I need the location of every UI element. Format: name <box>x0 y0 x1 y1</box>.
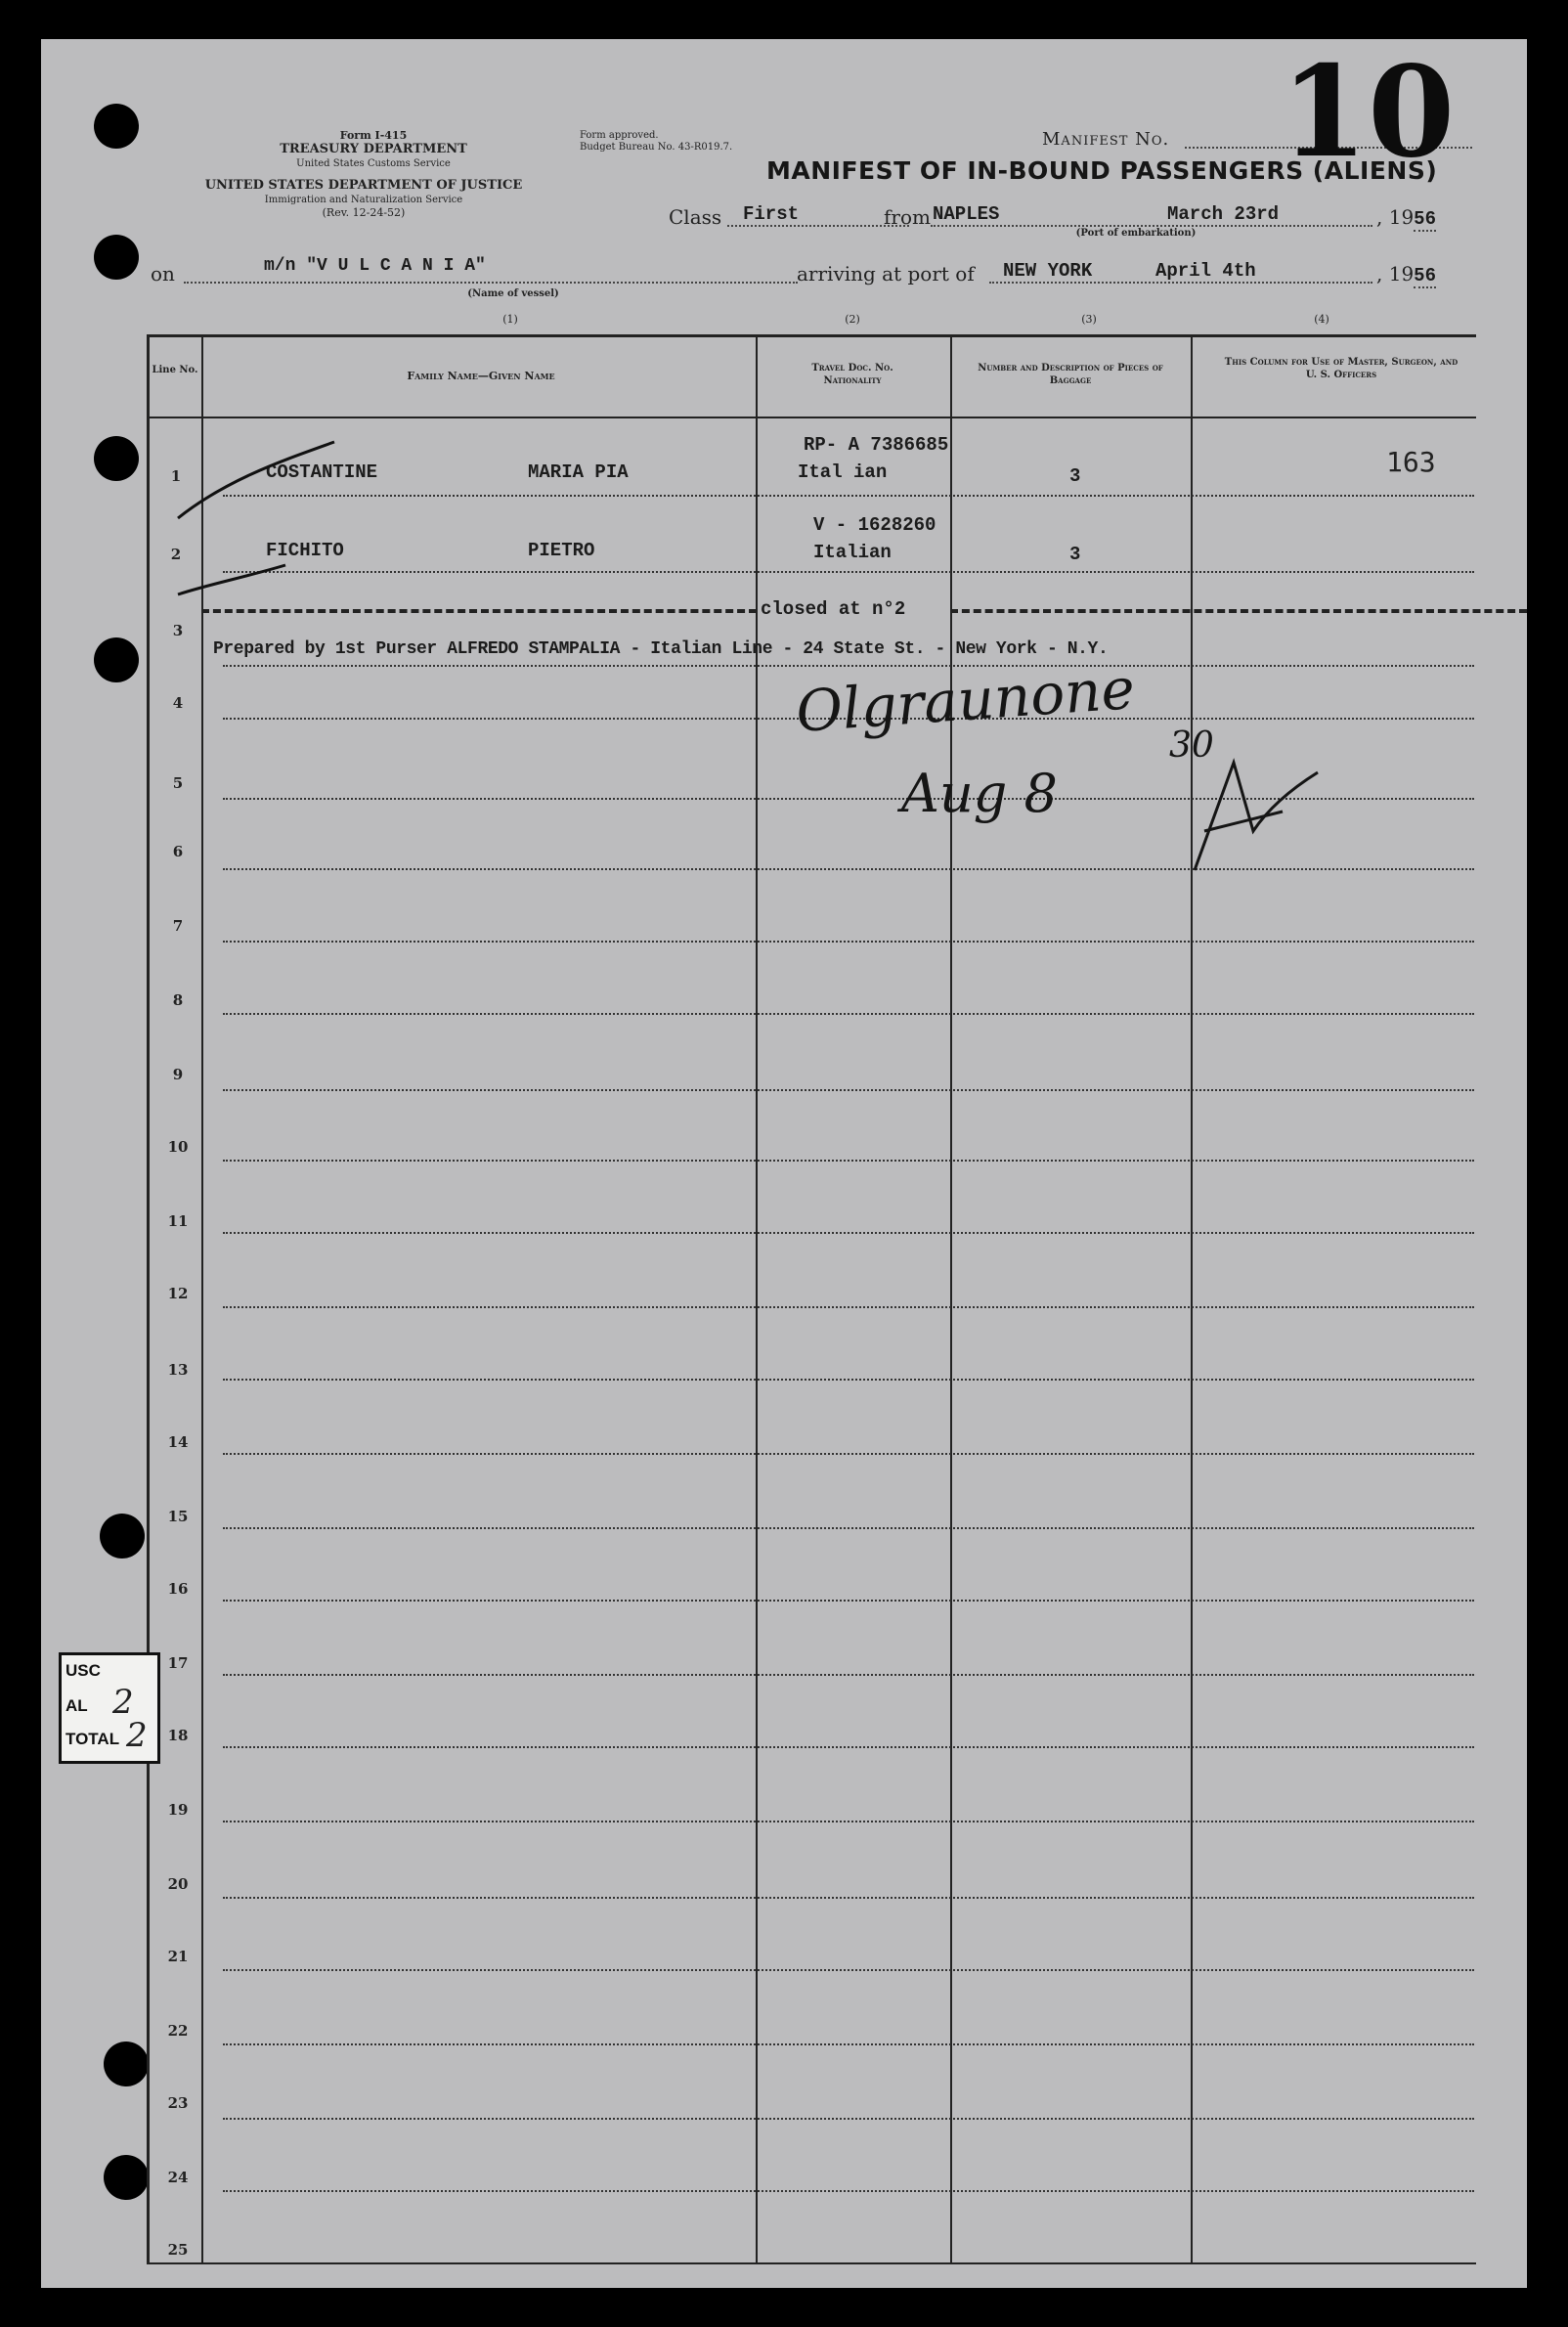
year-prefix: 19 <box>1388 262 1415 285</box>
header-line-no: Line No. <box>152 365 198 375</box>
total-value: 2 <box>126 1716 148 1755</box>
column-number-2: (2) <box>845 313 860 326</box>
row-line <box>223 1527 1474 1529</box>
row-line <box>223 1379 1474 1381</box>
given-name: MARIA PIA <box>528 461 629 483</box>
vessel-line <box>184 282 798 284</box>
line-number: 11 <box>167 1212 189 1230</box>
departure-date: March 23rd <box>1167 203 1280 225</box>
travel-doc-number: V - 1628260 <box>813 514 936 536</box>
arrival-line <box>989 282 1372 284</box>
punch-hole <box>104 2042 149 2086</box>
row-line <box>223 1897 1474 1899</box>
year-2: , 1956 <box>1376 262 1436 286</box>
table-left-border <box>147 334 150 2264</box>
manifest-title: MANIFEST OF IN-BOUND PASSENGERS (ALIENS) <box>766 156 1438 185</box>
baggage-count: 3 <box>1069 465 1081 487</box>
line-number: 23 <box>167 2094 189 2112</box>
year-prefix: 19 <box>1388 205 1415 229</box>
line-number: 20 <box>167 1875 189 1893</box>
table-bottom-border <box>147 2262 1476 2264</box>
form-approved: Form approved. <box>580 130 659 141</box>
revision: (Rev. 12-24-52) <box>322 206 406 219</box>
closed-dash-left <box>201 609 757 613</box>
line-number: 4 <box>172 694 184 712</box>
row-line <box>223 2043 1474 2045</box>
column-number-3: (3) <box>1081 313 1097 326</box>
row-line <box>223 1089 1474 1091</box>
line-number: 15 <box>167 1508 189 1525</box>
line-number: 1 <box>170 467 182 485</box>
form-number: Form I-415 <box>339 129 408 142</box>
from-label: from <box>884 205 931 229</box>
class-line <box>727 225 909 227</box>
line-number: 21 <box>167 1948 189 1965</box>
year-suffix: 56 <box>1414 208 1436 230</box>
officer-note: 163 <box>1386 446 1436 478</box>
class-label: Class <box>669 205 722 229</box>
nationality: Italian <box>813 542 892 563</box>
line-number: 2 <box>170 546 182 563</box>
budget-bureau: Budget Bureau No. 43-R019.7. <box>580 142 733 153</box>
line-number: 8 <box>172 991 184 1009</box>
signature-date: Aug 8 <box>901 763 1058 824</box>
punch-hole <box>94 235 139 280</box>
crossout-strokes <box>168 420 393 616</box>
embarkation-port: NAPLES <box>933 203 1000 225</box>
header-baggage: Number and Description of Pieces of Baggage <box>978 363 1163 386</box>
vessel-name: m/n "V U L C A N I A" <box>264 256 486 276</box>
travel-doc-number: RP- A 7386685 <box>804 434 949 456</box>
line-number: 16 <box>167 1580 189 1598</box>
al-label: AL <box>65 1696 88 1715</box>
punch-hole <box>100 1514 145 1559</box>
line-number: 13 <box>167 1361 189 1379</box>
line-number: 7 <box>172 917 184 935</box>
manifest-number: 10 <box>1281 39 1456 186</box>
manifest-no-label: Manifest No. <box>1042 129 1170 150</box>
count-stamp <box>59 1652 160 1764</box>
signature-flourish <box>1175 743 1322 890</box>
baggage-count: 3 <box>1069 544 1081 565</box>
row-line <box>223 2118 1474 2120</box>
nationality: Ital ian <box>798 461 888 483</box>
row-line <box>223 665 1474 667</box>
department-of-justice: UNITED STATES DEPARTMENT OF JUSTICE <box>204 178 523 193</box>
column-number-1: (1) <box>502 313 518 326</box>
header-travel-doc: Travel Doc. No. Nationality <box>811 363 893 386</box>
arriving-label: arriving at port of <box>797 262 975 285</box>
signature-superscript: 30 <box>1169 725 1214 766</box>
on-label: on <box>151 262 175 285</box>
port-embarkation-caption: (Port of embarkation) <box>1075 228 1197 239</box>
line-number: 17 <box>167 1654 189 1672</box>
line-number: 12 <box>167 1285 189 1302</box>
line-number: 6 <box>172 843 184 860</box>
year-1: , 1956 <box>1376 205 1436 230</box>
row-line <box>223 1453 1474 1455</box>
punch-hole <box>104 2155 149 2200</box>
total-label: TOTAL <box>65 1730 120 1748</box>
line-number: 25 <box>167 2241 189 2259</box>
column-divider <box>756 334 758 2264</box>
punch-hole <box>94 104 139 149</box>
line-number: 3 <box>172 622 184 639</box>
row-line <box>223 1969 1474 1971</box>
column-divider <box>1191 334 1193 2264</box>
line-number: 19 <box>167 1801 189 1819</box>
closed-dash-right <box>950 609 1527 613</box>
punch-hole <box>94 436 139 481</box>
row-line <box>223 1674 1474 1676</box>
line-number: 18 <box>167 1727 189 1744</box>
table-top-border <box>147 334 1476 337</box>
header-family-name: Family Name—Given Name <box>407 370 555 382</box>
row-line <box>223 1013 1474 1015</box>
customs-service: United States Customs Service <box>296 158 451 169</box>
line-number: 22 <box>167 2022 189 2040</box>
line-number: 14 <box>167 1433 189 1451</box>
line-number: 5 <box>172 774 184 792</box>
ins-label: Immigration and Naturalization Service <box>264 195 463 205</box>
row-line <box>223 1306 1474 1308</box>
row-line <box>223 1821 1474 1822</box>
row-line <box>223 941 1474 943</box>
column-number-4: (4) <box>1314 313 1329 326</box>
given-name: PIETRO <box>528 540 595 561</box>
family-name: FICHITO <box>266 540 344 561</box>
al-value: 2 <box>112 1683 134 1722</box>
line-number: 24 <box>167 2169 189 2186</box>
arrival-date: April 4th <box>1155 260 1256 282</box>
row-line <box>223 2190 1474 2192</box>
row-line <box>223 1746 1474 1748</box>
row-line <box>223 1160 1474 1162</box>
year-suffix: 56 <box>1414 265 1436 286</box>
class-value: First <box>743 203 800 225</box>
row-line <box>223 1232 1474 1234</box>
inspector-signature: Olgraunone <box>794 654 1137 746</box>
line-number: 10 <box>167 1138 189 1156</box>
usc-label: USC <box>65 1661 101 1680</box>
family-name: COSTANTINE <box>266 461 378 483</box>
prepared-by: Prepared by 1st Purser ALFREDO STAMPALIA - Italian Line - 24 State St. - New York - N.Y. <box>213 639 1109 659</box>
punch-hole <box>94 637 139 682</box>
closed-text: closed at n°2 <box>761 598 906 620</box>
arrival-port: NEW YORK <box>1003 260 1093 282</box>
line-number: 9 <box>172 1066 184 1083</box>
manifest-page <box>41 39 1527 2288</box>
column-divider <box>950 334 952 2264</box>
treasury-department: TREASURY DEPARTMENT <box>280 142 467 156</box>
vessel-caption: (Name of vessel) <box>467 288 559 299</box>
row-line <box>223 1600 1474 1602</box>
header-officers: This Column for Use of Master, Surgeon, and U. S. Officers <box>1224 357 1459 380</box>
